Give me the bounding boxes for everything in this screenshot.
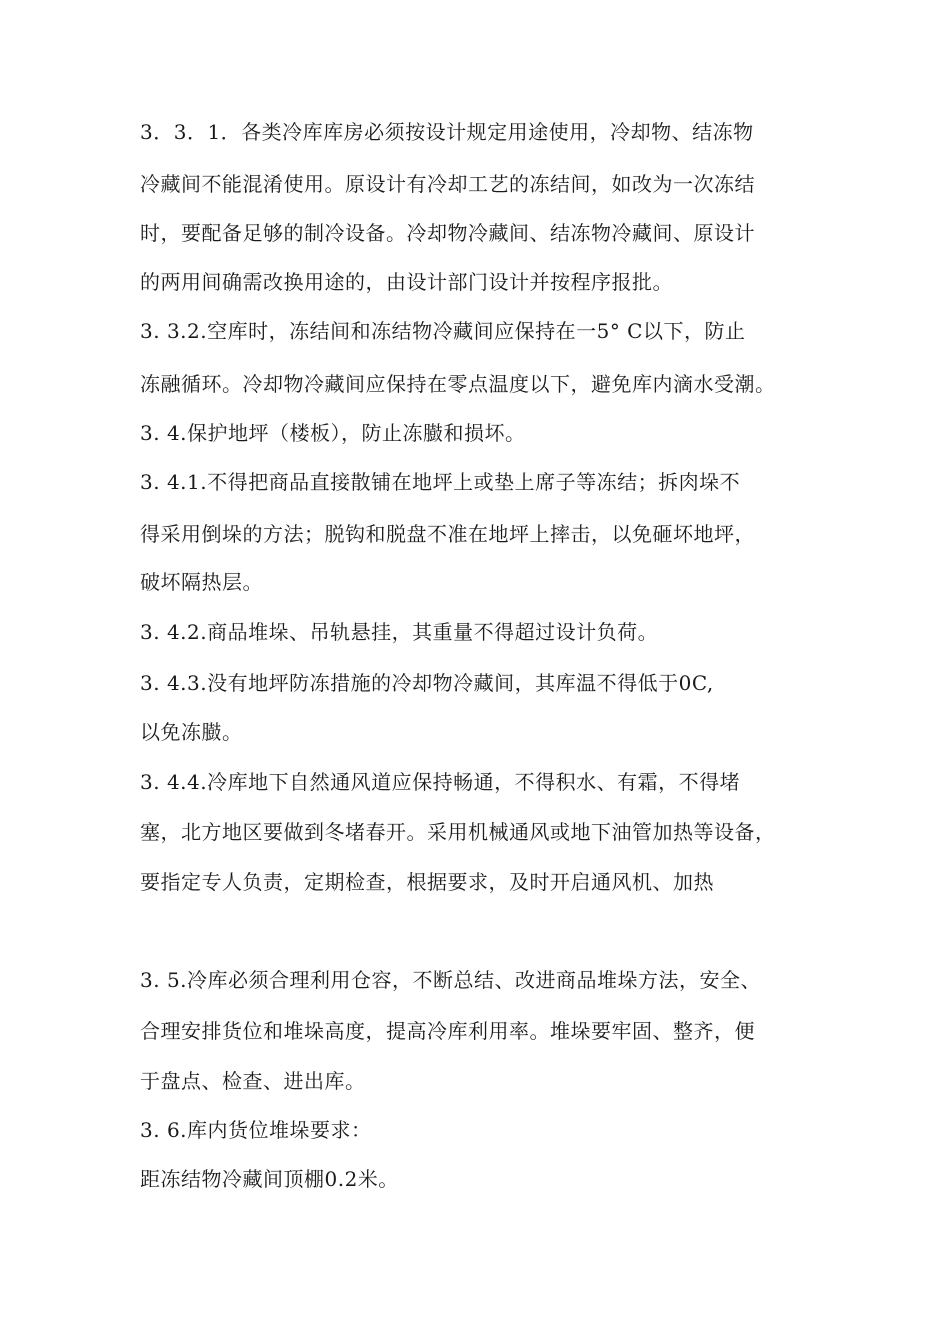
text-line: 得采用倒垛的方法；脱钩和脱盘不准在地坪上摔击，以免砸坏地坪，	[140, 522, 755, 546]
text-line: 时，要配备足够的制冷设备。冷却物冷藏间、结冻物冷藏间、原设计	[140, 221, 755, 245]
text-line: 3. 4.2.商品堆垛、吊轨悬挂，其重量不得超过设计负荷。	[140, 620, 659, 644]
text-line: 3. 5.冷库必须合理利用仓容，不断总结、改进商品堆垛方法，安全、	[140, 968, 762, 992]
text-line: 3. 4.4.冷库地下自然通风道应保持畅通，不得积水、有霜，不得堵	[140, 770, 741, 794]
text-line: 合理安排货位和堆垛高度，提高冷库利用率。堆垛要牢固、整齐，便	[140, 1019, 755, 1043]
text-line: 冻融循环。冷却物冷藏间应保持在零点温度以下，避免库内滴水受潮。	[140, 372, 776, 396]
text-line: 3. 6.库内货位堆垛要求：	[140, 1118, 372, 1142]
text-line: 3．3．1．各类冷库库房必须按设计规定用途使用，冷却物、结冻物	[140, 120, 754, 144]
text-line: 以免冻臌。	[140, 720, 243, 744]
text-line: 于盘点、检查、进出库。	[140, 1069, 366, 1093]
text-line: 3. 4.1.不得把商品直接散铺在地坪上或垫上席子等冻结；拆肉垛不	[140, 470, 741, 494]
text-line: 破坏隔热层。	[140, 570, 263, 594]
text-line: 距冻结物冷藏间顶棚0.2米。	[140, 1167, 399, 1191]
text-line: 要指定专人负责，定期检查，根据要求，及时开启通风机、加热	[140, 870, 714, 894]
text-line: 3. 3.2.空库时，冻结间和冻结物冷藏间应保持在一5° C以下，防止	[140, 319, 746, 343]
text-line: 塞，北方地区要做到冬堵春开。采用机械通风或地下油管加热等设备，	[140, 820, 776, 844]
text-line: 3. 4.3.没有地坪防冻措施的冷却物冷藏间，其库温不得低于0C,	[140, 671, 714, 695]
text-line: 3. 4.保护地坪（楼板），防止冻臌和损坏。	[140, 421, 526, 445]
text-line: 冷藏间不能混淆使用。原设计有冷却工艺的冻结间，如改为一次冻结	[140, 172, 755, 196]
text-line: 的两用间确需改换用途的，由设计部门设计并按程序报批。	[140, 270, 673, 294]
